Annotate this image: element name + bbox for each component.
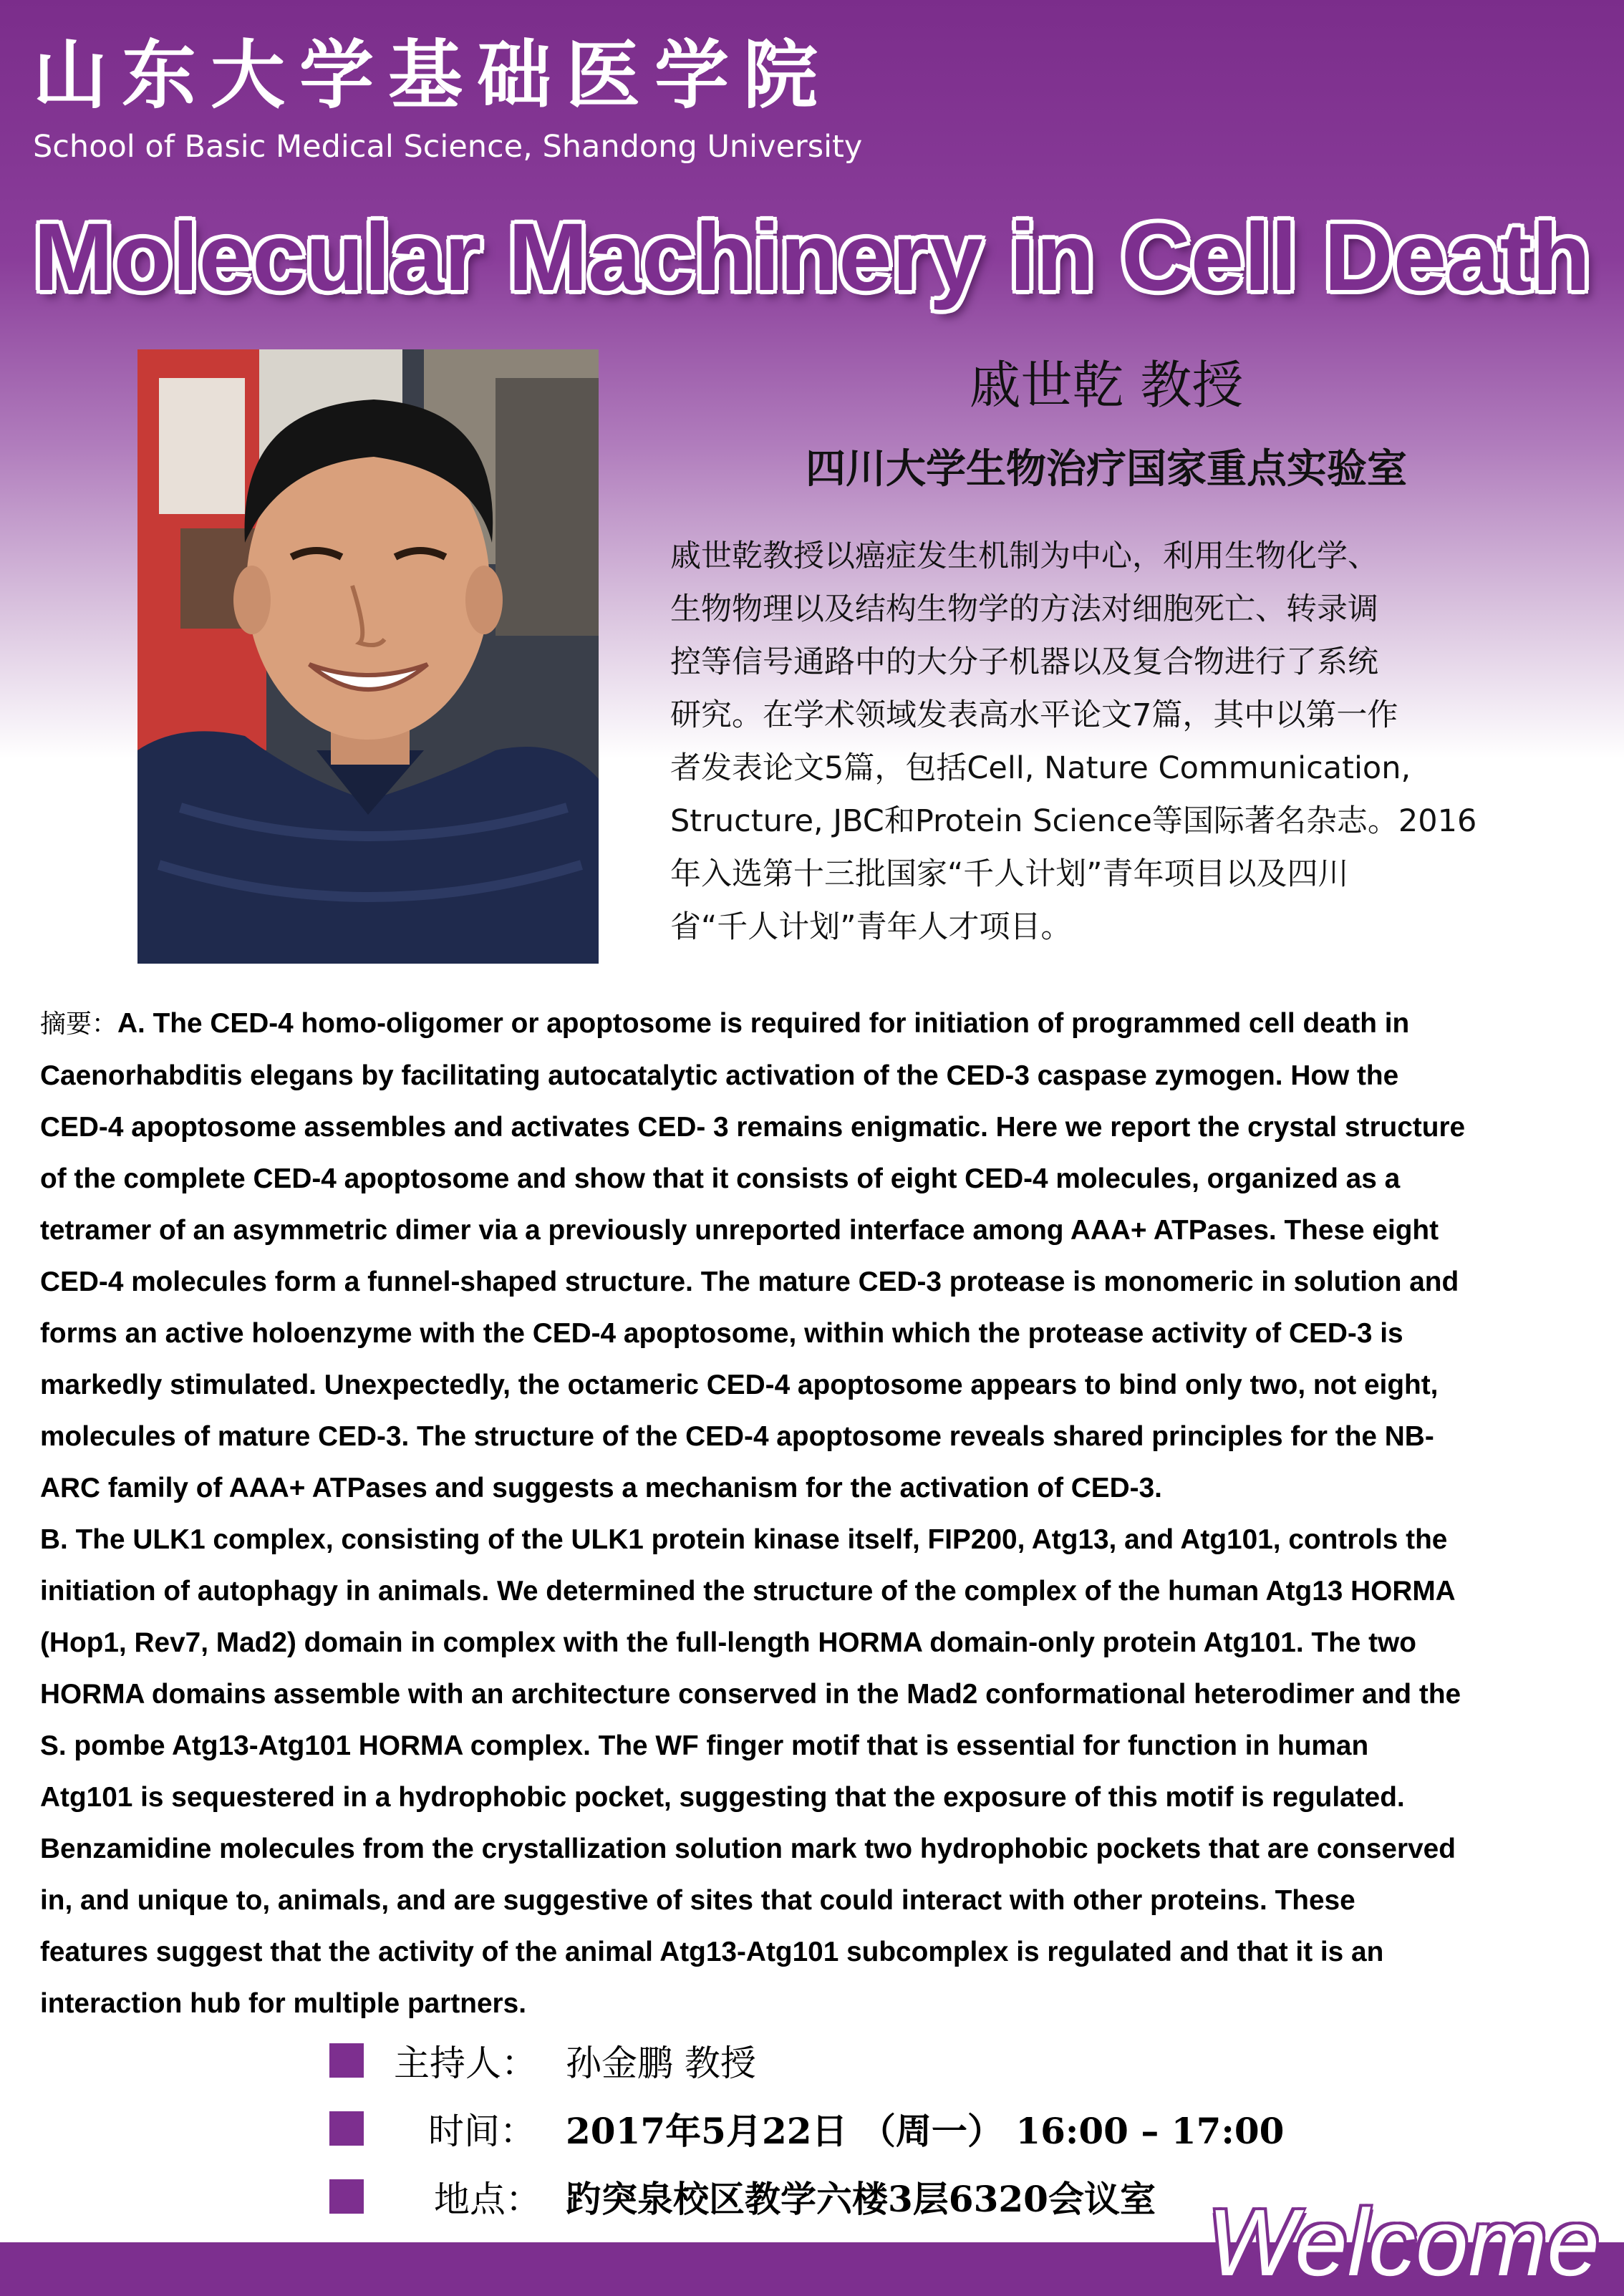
talk-title: Molecular Machinery in Cell Death [33, 204, 1591, 311]
bio-line: 研究。在学术领域发表高水平论文7篇，其中以第一作 [670, 697, 1398, 733]
abstract-line: CED-4 apoptosome assembles and activates CED- 3 remains enigmatic. Here we report the crystal structure [40, 1112, 1466, 1143]
university-name-en: School of Basic Medical Science, Shandong University [33, 129, 863, 165]
abstract-line: markedly stimulated. Unexpectedly, the octameric CED-4 apoptosome appears to bind only two, not eight, [40, 1370, 1439, 1400]
abstract-line: interaction hub for multiple partners. [40, 1988, 527, 2019]
abstract-label: 摘要： [40, 1009, 118, 1039]
bio-line: 年入选第十三批国家“千人计划”青年项目以及四川 [670, 856, 1349, 892]
abstract-line: S. pombe Atg13-Atg101 HORMA complex. The WF finger motif that is essential for function in human [40, 1730, 1369, 1761]
abstract-line: tetramer of an asymmetric dimer via a previously unreported interface among AAA+ ATPases. These eight [40, 1215, 1439, 1246]
abstract-line: HORMA domains assemble with an architecture conserved in the Mad2 conformational heterodimer and the [40, 1679, 1461, 1710]
abstract-line: initiation of autophagy in animals. We determined the structure of the complex of the human Atg13 HORMA [40, 1576, 1456, 1607]
host-label: 主持人： [394, 2043, 537, 2084]
abstract-line: features suggest that the activity of the animal Atg13-Atg101 subcomplex is regulated and that it is an [40, 1937, 1384, 1967]
info-place-row [329, 2171, 1189, 2228]
abstract-line: Caenorhabditis elegans by facilitating autocatalytic activation of the CED-3 caspase zymogen. How the [40, 1060, 1399, 1091]
abstract-line: molecules of mature CED-3. The structure of the CED-4 apoptosome reveals shared principles for the NB- [40, 1421, 1434, 1452]
bullet-square-icon [329, 2043, 364, 2078]
time-value: 2017年5月22日 （周一） 16:00 – 17:00 [566, 2110, 1285, 2152]
speaker-bio [670, 530, 1587, 954]
abstract-line: Atg101 is sequestered in a hydrophobic pocket, suggesting that the exposure of this motif is regulated. [40, 1782, 1405, 1813]
abstract-line: forms an active holoenzyme with the CED-4 apoptosome, within which the protease activity of CED-3 is [40, 1318, 1403, 1349]
abstract-line: (Hop1, Rev7, Mad2) domain in complex with the full-length HORMA domain-only protein Atg101. The two [40, 1627, 1416, 1658]
abstract-line: ARC family of AAA+ ATPases and suggests a mechanism for the activation of CED-3. [40, 1473, 1162, 1503]
bio-line: 控等信号通路中的大分子机器以及复合物进行了系统 [670, 644, 1378, 680]
speaker-name: 戚世乾 教授 [969, 355, 1244, 415]
bio-line: 生物物理以及结构生物学的方法对细胞死亡、转录调 [670, 591, 1378, 627]
abstract-line: Benzamidine molecules from the crystallization solution mark two hydrophobic pockets that are conserved [40, 1834, 1456, 1864]
university-name-cn: 山东大学基础医学院 [33, 31, 833, 119]
abstract-line: of the complete CED-4 apoptosome and show that it consists of eight CED-4 molecules, organized as a [40, 1163, 1401, 1194]
time-label: 时间： [428, 2111, 536, 2152]
bio-line: 省“千人计划”青年人才项目。 [670, 909, 1072, 945]
info-host-row [329, 2035, 1403, 2092]
bio-line: 者发表论文5篇，包括Cell, Nature Communication, [670, 750, 1411, 786]
bio-line: 戚世乾教授以癌症发生机制为中心，利用生物化学、 [670, 538, 1378, 574]
host-value: 孙金鹏 教授 [566, 2043, 756, 2084]
abstract-line: CED-4 molecules form a funnel-shaped structure. The mature CED-3 protease is monomeric in solution and [40, 1266, 1459, 1297]
welcome-text: Welcome [1207, 2190, 1600, 2295]
abstract-line-text: A. The CED-4 homo-oligomer or apoptosome is required for initiation of programmed cell death in [117, 1008, 1410, 1039]
place-value: 趵突泉校区教学六楼3层6320会议室 [566, 2178, 1156, 2220]
abstract-line: in, and unique to, animals, and are suggestive of sites that could interact with other proteins. These [40, 1885, 1355, 1916]
speaker-affiliation: 四川大学生物治疗国家重点实验室 [806, 445, 1407, 493]
abstract [40, 998, 1615, 2030]
bullet-square-icon [329, 2179, 364, 2214]
place-label: 地点： [434, 2179, 541, 2220]
bullet-square-icon [329, 2111, 364, 2146]
abstract-line: B. The ULK1 complex, consisting of the ULK1 protein kinase itself, FIP200, Atg13, and Atg101, controls the [40, 1524, 1448, 1555]
abstract-line [40, 998, 1615, 1050]
speaker-portrait-image [137, 349, 599, 964]
speaker-photo [137, 349, 599, 964]
info-time-row [329, 2103, 1403, 2160]
bio-line: Structure, JBC和Protein Science等国际著名杂志。2016 [670, 803, 1477, 839]
